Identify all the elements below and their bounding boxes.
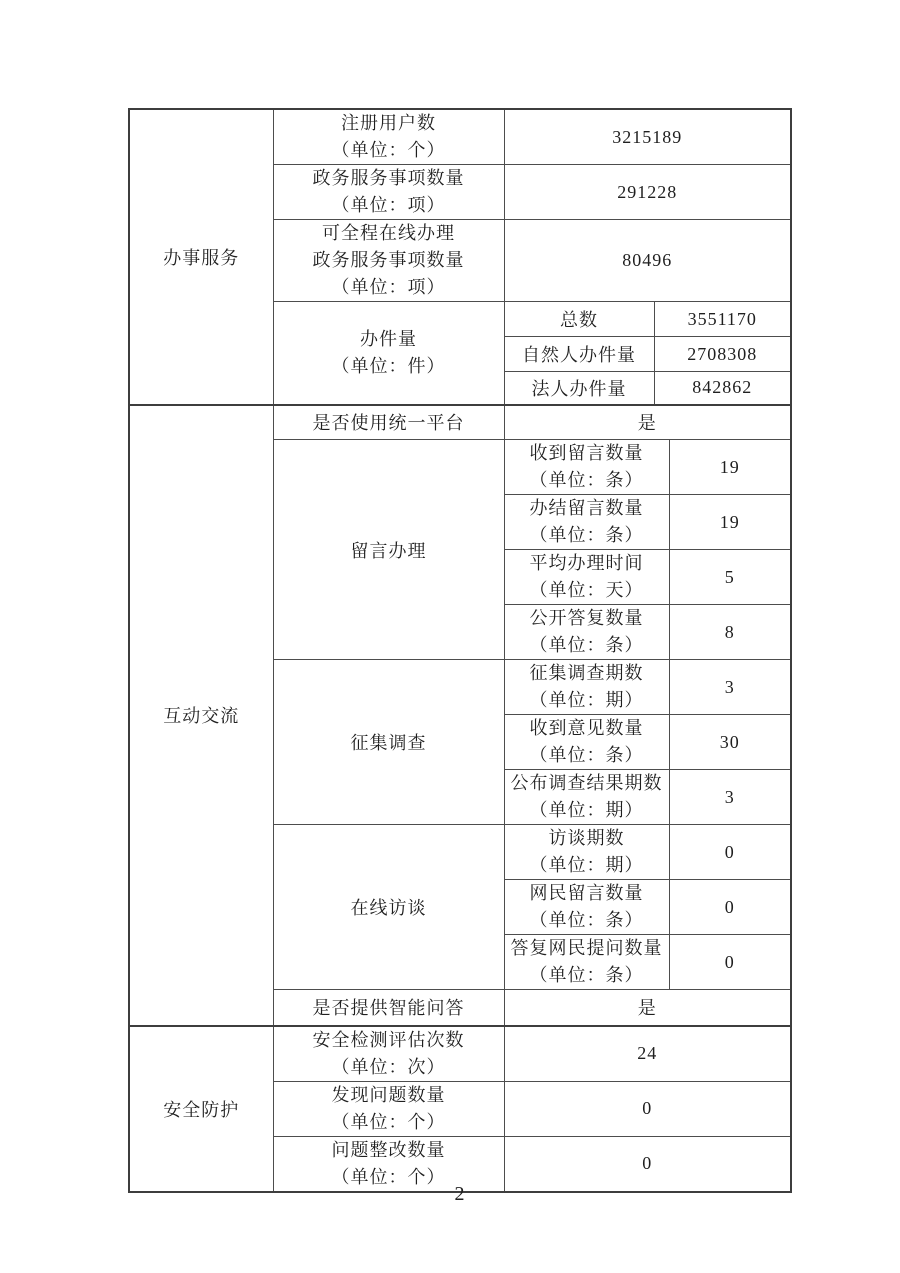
group-name: 办件量	[360, 328, 417, 349]
sub-metric-name: 收到意见数量	[529, 718, 644, 738]
metric-name: 问题整改数量	[331, 1139, 446, 1160]
sub-metric-unit: （单位：天）	[529, 580, 644, 600]
sub-metric-value-messages-completed: 19	[669, 495, 791, 550]
metric-name: 发现问题数量	[331, 1084, 446, 1105]
sub-metric-value-messages-received: 19	[669, 440, 791, 495]
metric-value-unified-platform: 是	[504, 405, 791, 440]
metric-value-smart-qa: 是	[504, 990, 791, 1026]
sub-metric-label-messages-completed	[504, 495, 669, 550]
sub-metric-value-netizen-questions-answered: 0	[669, 935, 791, 990]
sub-metric-label-public-replies	[504, 605, 669, 660]
sub-metric-label-average-handling-time	[504, 550, 669, 605]
sub-metric-value-legal-person: 842862	[654, 372, 791, 405]
sub-metric-value-opinions-received: 30	[669, 715, 791, 770]
sub-metric-label-netizen-questions-answered	[504, 935, 669, 990]
sub-metric-value-natural-person: 2708308	[654, 337, 791, 372]
metric-name: 注册用户数	[341, 113, 436, 133]
metric-unit: （单位：项）	[331, 195, 446, 215]
sub-metric-value-average-handling-time: 5	[669, 550, 791, 605]
metric-value-problems-rectified: 0	[504, 1136, 791, 1192]
sub-metric-value-total: 3551170	[654, 302, 791, 337]
metric-unit: （单位：个）	[331, 140, 446, 160]
sub-metric-unit: （单位：期）	[529, 800, 644, 820]
metric-value-service-items: 291228	[504, 165, 791, 220]
metric-name-line2: 政务服务事项数量	[312, 250, 465, 270]
sub-metric-unit: （单位：条）	[529, 745, 644, 765]
sub-metric-label-interview-periods	[504, 825, 669, 880]
metric-label-security-assessments	[273, 1026, 504, 1082]
sub-metric-name: 访谈期数	[548, 828, 625, 848]
page-footer	[0, 1183, 900, 1206]
metric-unit: （单位：项）	[331, 277, 446, 297]
sub-metric-unit: （单位：条）	[529, 965, 644, 985]
report-table	[128, 108, 792, 1193]
sub-metric-label-survey-results-published	[504, 770, 669, 825]
sub-metric-name: 收到留言数量	[529, 443, 644, 463]
metric-value-security-assessments: 24	[504, 1026, 791, 1082]
group-label-survey: 征集调查	[273, 660, 504, 825]
sub-metric-label-legal-person: 法人办件量	[504, 372, 654, 405]
sub-metric-name: 征集调查期数	[529, 663, 644, 683]
metric-label-online-service-items	[273, 220, 504, 302]
metric-label-registered-users	[273, 109, 504, 165]
metric-unit: （单位：个）	[331, 1111, 446, 1132]
group-unit: （单位：件）	[331, 355, 446, 376]
group-label-message-handling: 留言办理	[273, 440, 504, 660]
metric-unit: （单位：次）	[331, 1056, 446, 1077]
sub-metric-name: 办结留言数量	[529, 498, 644, 518]
metric-label-problems-found	[273, 1081, 504, 1136]
sub-metric-label-opinions-received	[504, 715, 669, 770]
sub-metric-label-total: 总数	[504, 302, 654, 337]
sub-metric-label-messages-received	[504, 440, 669, 495]
sub-metric-name: 网民留言数量	[529, 883, 644, 903]
section-label-interaction: 互动交流	[129, 405, 273, 1026]
metric-label-unified-platform: 是否使用统一平台	[273, 405, 504, 440]
sub-metric-unit: （单位：期）	[529, 690, 644, 710]
sub-metric-label-netizen-messages	[504, 880, 669, 935]
sub-metric-value-survey-results-published: 3	[669, 770, 791, 825]
sub-metric-unit: （单位：条）	[529, 635, 644, 655]
metric-value-registered-users: 3215189	[504, 109, 791, 165]
sub-metric-label-survey-periods	[504, 660, 669, 715]
sub-metric-value-interview-periods: 0	[669, 825, 791, 880]
sub-metric-name: 公布调查结果期数	[510, 773, 663, 793]
sub-metric-unit: （单位：条）	[529, 910, 644, 930]
sub-metric-unit: （单位：条）	[529, 470, 644, 490]
sub-metric-value-netizen-messages: 0	[669, 880, 791, 935]
metric-name-line1: 可全程在线办理	[322, 223, 455, 243]
sub-metric-name: 公开答复数量	[529, 608, 644, 628]
sub-metric-value-public-replies: 8	[669, 605, 791, 660]
group-label-online-interview: 在线访谈	[273, 825, 504, 990]
sub-metric-unit: （单位：条）	[529, 525, 644, 545]
metric-name: 政务服务事项数量	[312, 168, 465, 188]
metric-label-smart-qa: 是否提供智能问答	[273, 990, 504, 1026]
sub-metric-unit: （单位：期）	[529, 855, 644, 875]
metric-name: 安全检测评估次数	[312, 1029, 465, 1050]
sub-metric-name: 平均办理时间	[529, 553, 644, 573]
sub-metric-label-natural-person: 自然人办件量	[504, 337, 654, 372]
metric-label-service-items	[273, 165, 504, 220]
metric-unit: （单位：个）	[331, 1166, 446, 1187]
metric-value-online-service-items: 80496	[504, 220, 791, 302]
page-number: 2	[454, 1183, 465, 1205]
sub-metric-value-survey-periods: 3	[669, 660, 791, 715]
metric-value-problems-found: 0	[504, 1081, 791, 1136]
section-label-security: 安全防护	[129, 1026, 273, 1192]
section-label-service: 办事服务	[129, 109, 273, 405]
sub-metric-name: 答复网民提问数量	[510, 938, 663, 958]
group-label-caseload	[273, 302, 504, 405]
